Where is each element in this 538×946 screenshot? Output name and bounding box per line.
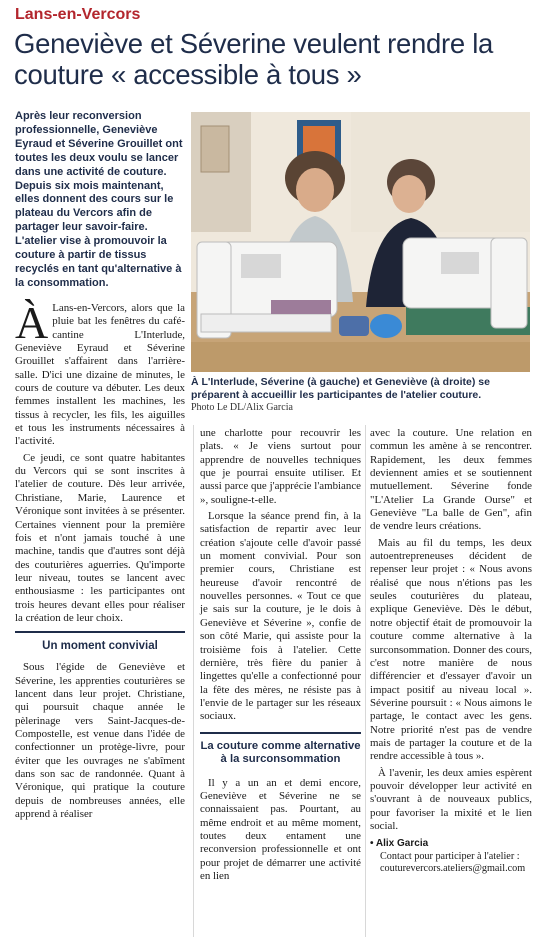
article-paragraph: avec la couture. Une relation en commun les amène à se rencontrer. Rapidement, les deux femmes deviennent amies et se soutiennent mutuellement. Séverine fonde "L'Atelier La Grande Ourse" et Geneviève "La balle de Gen", afin de vendre leurs créations.	[370, 427, 532, 533]
article-paragraph: Lorsque la séance prend fin, à la satisfaction de repartir avec leur création s'ajoute celle d'avoir passé un moment convivial. Pour son premier cours, Christiane est heureuse d'avoir rencontré de nouvelles personnes. « Tout ce que je sais sur la couture, je le dois à Geneviève et Séverine », confie de son côté Marie, qui assiste pour la troisième fois à l'atelier. Cette dernière, très fière du panier à lingettes qu'elle a confectionné pour la fête des mères, ne résiste pas à l'envie de le partager sur les réseaux sociaux.	[200, 510, 361, 723]
article-column-2	[200, 427, 361, 886]
drop-cap: À	[15, 297, 49, 348]
article-column-1	[15, 297, 185, 824]
sewing-workshop-photo	[191, 112, 530, 372]
article-column-3	[370, 427, 532, 876]
article-paragraph: À Lans-en-Vercors, alors que la pluie bat les fenêtres du café-cantine L'Interlude, Geneviève Eyraud et Séverine Grouillet s'affairent dans l'arrière-salle. D'ici une dizaine de minutes, le cours de couture va débuter. Les deux femmes installent les machines, les tissus à recycler, les fils, les aiguilles et tous les instruments nécessaires à l'activité.	[15, 297, 185, 448]
photo-caption: À L'Interlude, Séverine (à gauche) et Geneviève (à droite) se préparent à accueillir les participantes de l'atelier couture.	[191, 376, 490, 401]
article-paragraph: Mais au fil du temps, les deux autoentrepreneuses décident de repenser leur projet : « Nous avons réalisé que nous n'étions pas les seules couturières du plateau, explique Geneviève. Dès le début, notre objectif était de promouvoir la couture comme alternative à la surconsommation. Donner des cours, c'est notre manière de nous différencier et d'essayer d'avoir un impact positif au niveau local ». Séverine poursuit : « Nous aimons le partage, le contact avec les gens. Notre priorité n'est pas de vendre mais de partager la couture et de la rendre accessible à tous ».	[370, 536, 532, 763]
article-paragraph: À l'avenir, les deux amies espèrent pouvoir développer leur activité en s'ouvrant à de nouveaux publics, pour favoriser la mixité et le lien social.	[370, 766, 532, 832]
article-paragraph: Ce jeudi, ce sont quatre habitantes du Vercors qui se sont inscrites à l'atelier de couture. Dès leur arrivée, Christiane, Marie, Laurence et Véronique sont invitées à se présenter. Certaines viennent pour la première fois et n'ont jamais touché à une machine, tandis que d'autres sont déjà des couturières aguerries. Qu'importe leur niveau, toutes se lancent avec enthousiasme : les participantes ont trois heures devant elles pour réaliser la création de leur choix.	[15, 451, 185, 624]
intertitle: Un moment convivial	[15, 631, 185, 653]
author-byline: • Alix Garcia	[370, 838, 429, 850]
article-paragraph: une charlotte pour recouvrir les plats. « Je viens surtout pour apprendre de nouvelles techniques que je pourrai ensuite utiliser. Et aussi parce que j'apprécie l'ambiance », souligne-t-elle.	[200, 427, 361, 506]
contact-info: Contact pour participer à l'atelier : couturevercors.ateliers@gmail.com	[380, 850, 526, 875]
article-paragraph: Il y a un an et demi encore, Geneviève et Séverine ne se connaissaient pas. Pourtant, au même endroit et au même moment, toutes deux entament une reconversion professionnelle et ont pour projet de démarrer une activité en lien	[200, 776, 361, 882]
article-headline: Geneviève et Séverine veulent rendre la couture « accessible à tous »	[14, 28, 494, 90]
column-divider	[365, 425, 366, 937]
article-lead: Après leur reconversion professionnelle, Geneviève Eyraud et Séverine Grouillet ont toutes les deux voulu se lancer dans une activité de couture. Depuis six mois maintenant, elles donnent des cours sur le plateau du Vercors afin de partager leur savoir-faire. L'atelier vise à promouvoir la couture à partir de tissus recyclés en tant qu'alternative à la consommation.	[15, 110, 183, 289]
photo-credit: Photo Le DL/Alix Garcia	[191, 402, 293, 413]
article-photo	[191, 112, 530, 372]
intertitle: La couture comme alternative à la surconsommation	[200, 732, 361, 767]
article-kicker: Lans-en-Vercors	[15, 6, 141, 23]
article-paragraph: Sous l'égide de Geneviève et Séverine, les apprenties couturières se lancent dans leur projet. Christiane, qui poursuit chaque année le pèlerinage vers Saint-Jacques-de-Compostelle, est venue dans l'idée de confectionner un protège-livre, pour éviter que les ouvrages ne s'abîment dans son sac de randonnée. Quant à Véronique, qui pratique la couture depuis de nombreuses années, elle apprend à réaliser	[15, 661, 185, 821]
column-divider	[193, 425, 194, 937]
